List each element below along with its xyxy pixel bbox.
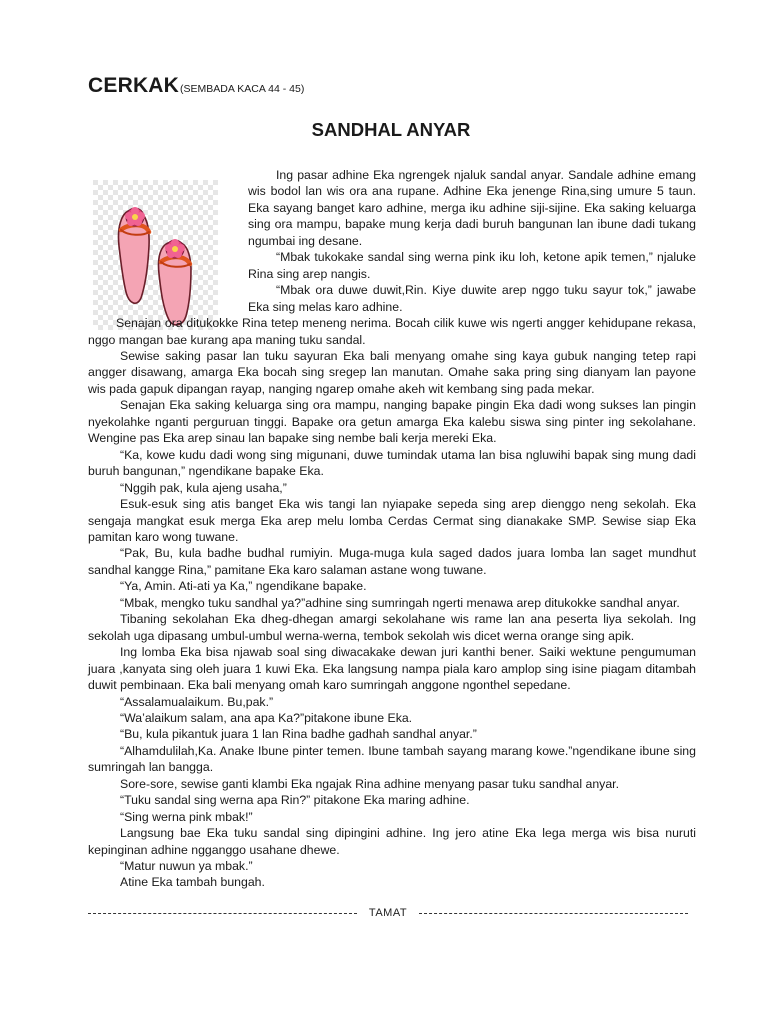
story-paragraph: Senajan ora ditukokke Rina tetep meneng nerima. Bocah cilik kuwe wis ngerti angger kehidupane rekasa, nggo mangan bae kurang apa maning tuku sandal. (88, 316, 696, 347)
story-paragraph: “Tuku sandal sing werna apa Rin?” pitakone Eka maring adhine. (120, 793, 470, 808)
section-label: CERKAK (88, 74, 180, 97)
story-paragraph: Ing lomba Eka bisa njawab soal sing diwacakake dewan juri kanthi bener. Saiki wektune pengumuman juara ,kanyata sing oleh juara 1 kuwi Eka. Eka langsung nampa piala karo amplop sing isine piagam ditambah duwit pembinaan. Eka bali menyang omah karo sumringah anggone ngonthel sepedane. (88, 645, 696, 693)
story-paragraph: “Mbak ora duwe duwit,Rin. Kiye duwite arep nggo tuku sayur tok,” jawabe Eka sing melas karo adhine. (248, 283, 696, 314)
section-source: (SEMBADA KACA 44 - 45) (180, 83, 305, 95)
story-paragraph: Ing pasar adhine Eka ngrengek njaluk sandal anyar. Sandale adhine emang wis bodol lan wis ora ana rupane. Adhine Eka jenenge Rina,sing umure 5 taun. Eka sayang banget karo adhine, merga iku adhine siji-sijine. Eka saking keluarga sing ora mampu, bapake mung kerja dadi buruh bangunan lan ibune dadi tukang ngumbai ing desane. (248, 168, 696, 248)
end-label: TAMAT (368, 907, 408, 919)
story-paragraph: Sewise saking pasar lan tuku sayuran Eka bali menyang omahe sing kaya gubuk nanging tetep rapi angger disawang, amarga Eka bocah sing sregep lan manutan. Omahe saka pring sing dianyam lan payone wis pada gapuk dipangan rayap, nanging ngarep omahe akeh wit kembang sing pada mekar. (88, 348, 696, 396)
story-paragraph: Esuk-esuk sing atis banget Eka wis tangi lan nyiapake sepeda sing arep dienggo neng sekolah. Eka sengaja mangkat esuk merga Eka arep melu lomba Cerdas Cermat sing dianakake SMP. Sewise siap Eka pamitan karo wong tuwane. (88, 497, 696, 544)
story-paragraph: “Sing werna pink mbak!” (120, 809, 253, 824)
story-title: SANDHAL ANYAR (311, 119, 471, 140)
story-paragraph: “Matur nuwun ya mbak.” (120, 859, 253, 874)
story-paragraph: Atine Eka tambah bungah. (120, 875, 265, 890)
story-paragraph: “Alhamdulilah,Ka. Anake Ibune pinter temen. Ibune tambah sayang marang kowe.”ngendikane ibune sing sumringah lan bangga. (88, 743, 696, 775)
story-paragraph: “Mbak, mengko tuku sandhal ya?”adhine sing sumringah ngerti menawa arep ditukokke sandhal anyar. (120, 595, 680, 610)
story-body (88, 167, 696, 891)
end-divider (88, 907, 688, 919)
story-paragraph: Tibaning sekolahan Eka dheg-dhegan amargi sekolahane wis rame lan ana peserta liya sekolah. Ing sekolah uga dipasang umbul-umbul werna-werna, tembok sekolah wis dicet werna orange sing apik. (88, 612, 696, 643)
story-paragraph: “Ya, Amin. Ati-ati ya Ka,” ngendikane bapake. (120, 579, 367, 594)
divider-line-right (419, 913, 688, 914)
story-paragraph: “Wa’alaikum salam, ana apa Ka?”pitakone ibune Eka. (120, 710, 413, 725)
story-paragraph: Sore-sore, sewise ganti klambi Eka ngajak Rina adhine menyang pasar tuku sandhal anyar. (120, 776, 619, 791)
story-paragraph: Langsung bae Eka tuku sandal sing dipingini adhine. Ing jero atine Eka lega merga wis bisa nuruti kepinginan adhine ngganggo usahane dhewe. (88, 826, 696, 857)
story-paragraph: “Assalamualaikum. Bu,pak.” (120, 694, 274, 709)
divider-line-left (88, 913, 357, 914)
story-paragraph: “Ka, kowe kudu dadi wong sing migunani, duwe tumindak utama lan bisa ngluwihi bapak sing mung dadi buruh bangunan,” ngendikane bapake Eka. (88, 447, 696, 479)
story-paragraph: “Nggih pak, kula ajeng usaha,” (120, 480, 287, 495)
page-header (88, 74, 304, 98)
story-paragraph: Senajan Eka saking keluarga sing ora mampu, nanging bapake pingin Eka dadi wong sukses lan pingin nyekolahke nganti perguruan tinggi. Bapake ora getun amarga Eka kalebu siswa sing pinter ing sekolahane. Wengine pas Eka arep sinau lan bapake sing nembe bali kerja mereki Eka. (88, 398, 696, 446)
story-paragraph: “Mbak tukokake sandal sing werna pink iku loh, ketone apik temen,” njaluke Rina sing arep nangis. (248, 250, 696, 281)
story-paragraph: “Bu, kula pikantuk juara 1 lan Rina badhe gadhah sandhal anyar.” (120, 727, 477, 742)
story-paragraph: “Pak, Bu, kula badhe budhal rumiyin. Muga-muga kula saged dados juara lomba lan saget mundhut sandhal kangge Rina,” pamitane Eka karo salaman astane wong tuwane. (88, 546, 696, 577)
